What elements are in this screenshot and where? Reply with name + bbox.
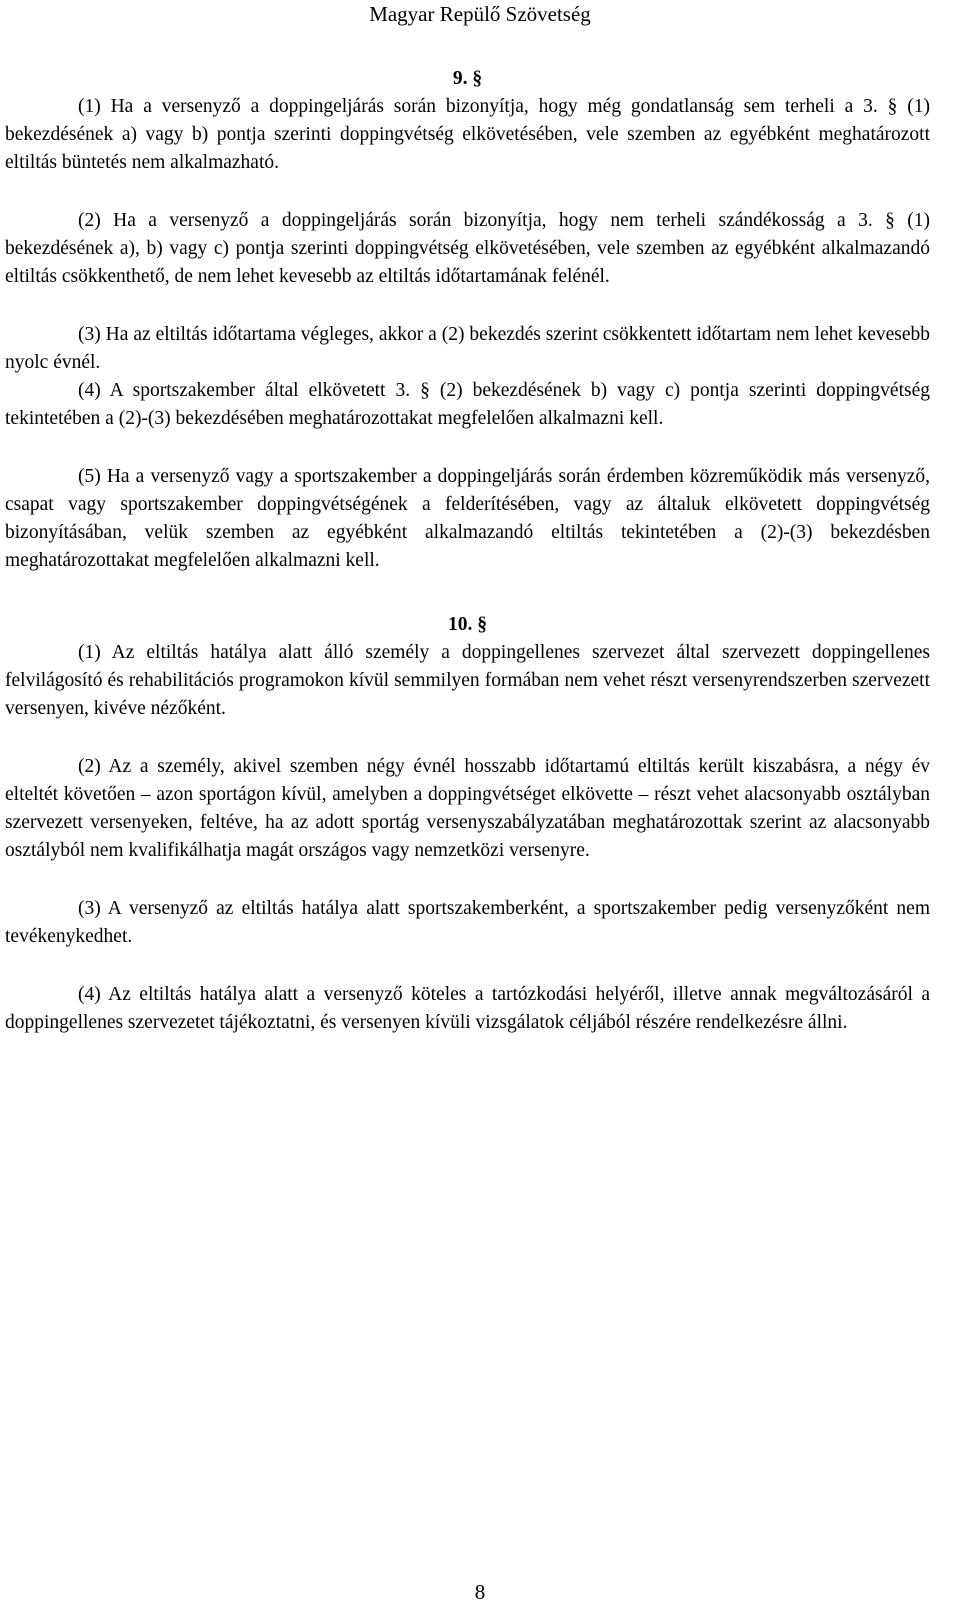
paragraph-10-3: (3) A versenyző az eltiltás hatálya alatt sportszakemberként, a sportszakember pedig versenyzőként nem tevékenykedhet. [5, 898, 930, 947]
paragraph-10-1: (1) Az eltiltás hatálya alatt álló személy a doppingellenes szervezet által szervezett doppingellenes felvilágosító és rehabilitációs programokon kívül semmilyen formában nem vehet részt versenyrendszerben szervezett versenyen, kivéve nézőként. [5, 642, 930, 719]
document-body [5, 65, 930, 1037]
paragraph-10-4: (4) Az eltiltás hatálya alatt a versenyző köteles a tartózkodási helyéről, illetve annak megváltozásáról a doppingellenes szervezetet tájékoztatni, és versenyen kívüli vizsgálatok céljából részére rendelkezésre állni. [5, 984, 930, 1033]
paragraph-10-2: (2) Az a személy, akivel szemben négy évnél hosszabb időtartamú eltiltás került kiszabásra, a négy év elteltét követően – azon sportágon kívül, amelyben a doppingvétséget elkövette – részt vehet alacsonyabb osztályban szervezett versenyeken, feltéve, ha az adott sportág versenyszabályzatában meghatározottak szerint az alacsonyabb osztályból nem kvalifikálhatja magát országos vagy nemzetközi versenyre. [5, 756, 930, 861]
section-heading-10: 10. § [448, 614, 487, 635]
paragraph-9-4: (4) A sportszakember által elkövetett 3. § (2) bekezdésének b) vagy c) pontja szerinti doppingvétség tekintetében a (2)-(3) bekezdésében meghatározottakat megfelelően alkalmazni kell. [5, 380, 930, 429]
paragraph-9-5: (5) Ha a versenyző vagy a sportszakember a doppingeljárás során érdemben közreműködik más versenyző, csapat vagy sportszakember doppingvétségének a felderítésében, vagy az általuk elkövetett doppingvétség bizonyításában, velük szemben az egyébként alkalmazandó eltiltás tekintetében a (2)-(3) bekezdésben meghatározottakat megfelelően alkalmazni kell. [5, 466, 930, 571]
paragraph-9-2: (2) Ha a versenyző a doppingeljárás során bizonyítja, hogy nem terheli szándékosság a 3. § (1) bekezdésének a), b) vagy c) pontja szerinti doppingvétség elkövetésében, vele szemben az egyébként alkalmazandó eltiltás csökkenthető, de nem lehet kevesebb az eltiltás időtartamának felénél. [5, 210, 930, 287]
document-header: Magyar Repülő Szövetség [369, 2, 591, 26]
paragraph-9-3: (3) Ha az eltiltás időtartama végleges, akkor a (2) bekezdés szerint csökkentett időtartam nem lehet kevesebb nyolc évnél. [5, 324, 930, 373]
section-heading-9: 9. § [452, 68, 483, 89]
page-number: 8 [474, 1580, 486, 1604]
paragraph-9-1: (1) Ha a versenyző a doppingeljárás során bizonyítja, hogy még gondatlanság sem terheli a 3. § (1) bekezdésének a) vagy b) pontja szerinti doppingvétség elkövetésében, vele szemben az egyébként meghatározott eltiltás büntetés nem alkalmazható. [5, 96, 930, 173]
